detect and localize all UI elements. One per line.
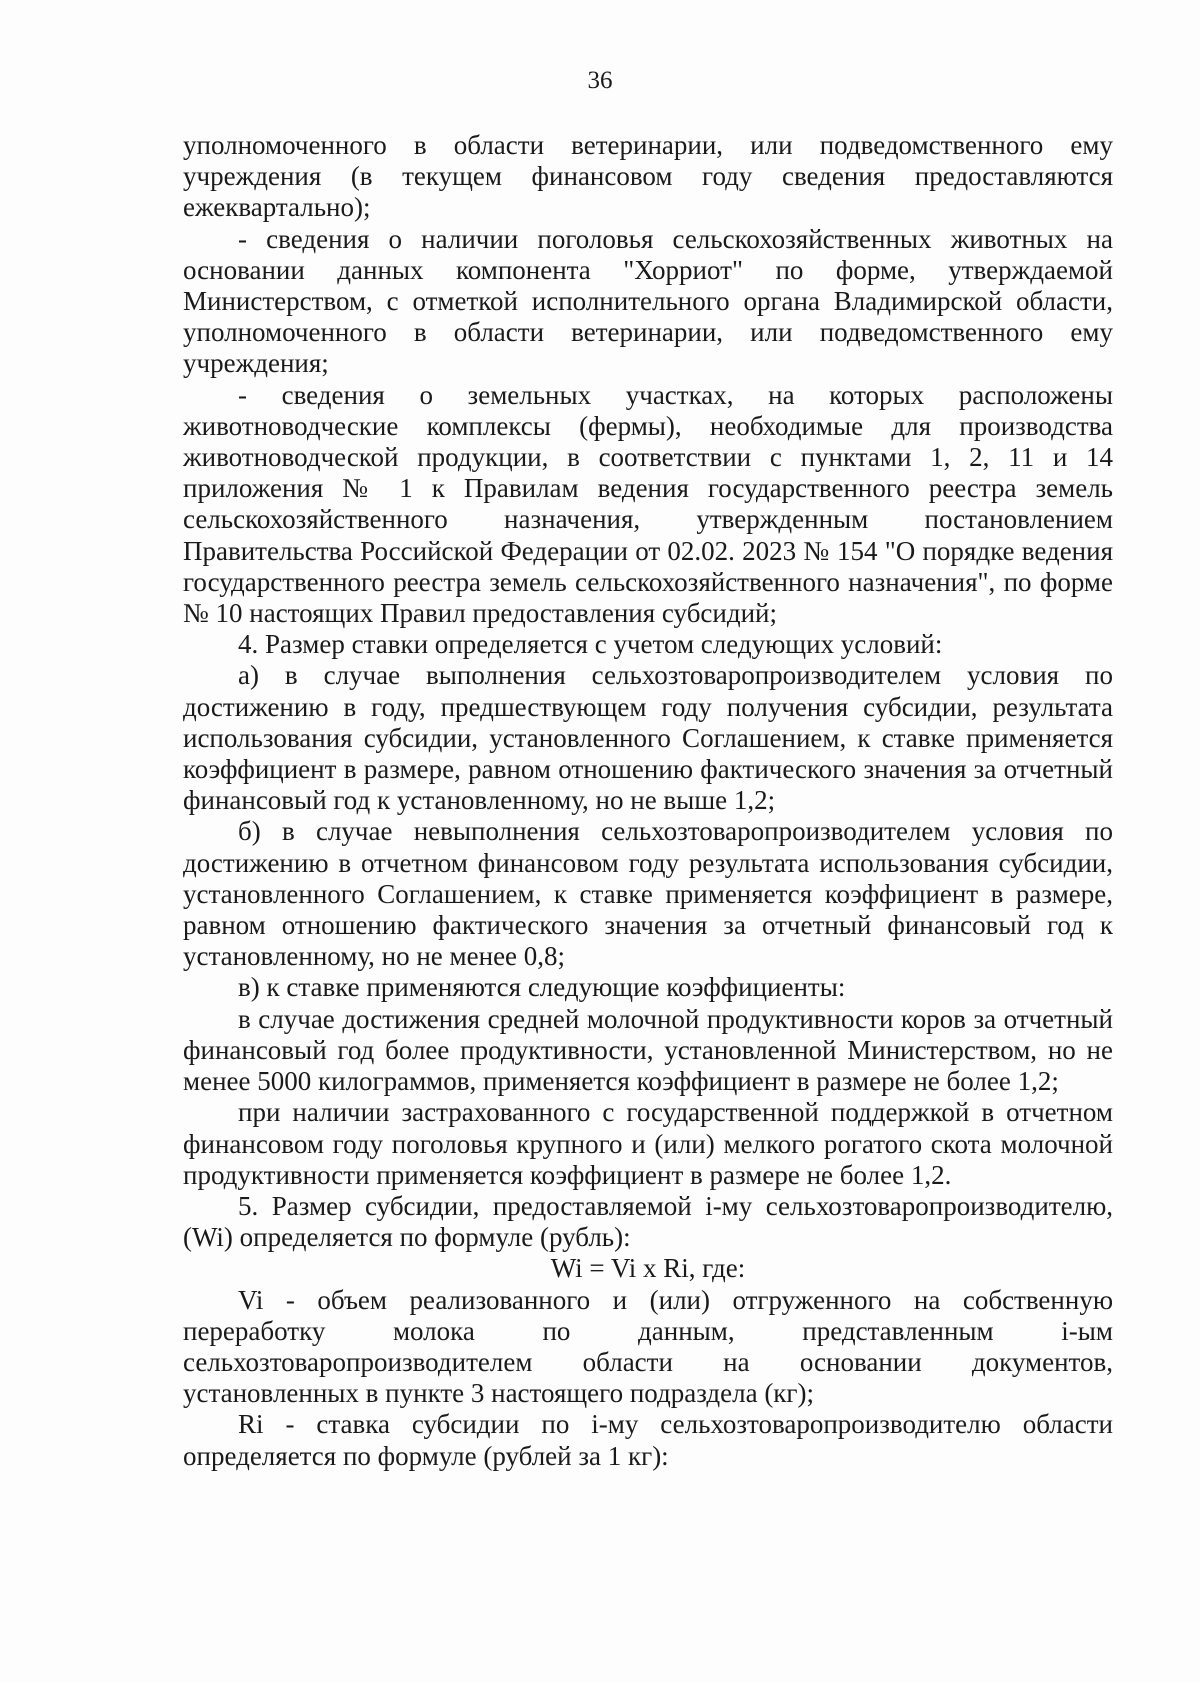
- paragraph-item-5: 5. Размер субсидии, предоставляемой i-му сельхозтоваропроизводителю, (Wi) определяется по формуле (рубль):: [183, 1190, 1113, 1253]
- document-body: [183, 130, 1113, 1472]
- paragraph-vi-definition: Vi - объем реализованного и (или) отгруженного на собственную переработку молока по данным, представленным i-ым сельхозтоваропроизводителем области на основании документов, установленных в пункте 3 настоящего подраздела (кг);: [183, 1284, 1113, 1409]
- paragraph-milk-productivity: в случае достижения средней молочной продуктивности коров за отчетный финансовый год более продуктивности, установленной Министерством, но не менее 5000 килограммов, применяется коэффициент в размере не более 1,2;: [183, 1003, 1113, 1097]
- paragraph-land-plots: - сведения о земельных участках, на которых расположены животноводческие комплексы (фермы), необходимые для производства животноводческой продукции, в соответствии с пунктами 1, 2, 11 и 14 приложения № 1 к Правилам ведения государственного реестра земель сельскохозяйственного назначения, утвержденным постановлением Правительства Российской Федерации от 02.02. 2023 № 154 "О порядке ведения государственного реестра земель сельскохозяйственного назначения", по форме № 10 настоящих Правил предоставления субсидий;: [183, 379, 1113, 629]
- paragraph-item-4b: б) в случае невыполнения сельхозтоваропроизводителем условия по достижению в отчетном финансовом году результата использования субсидии, установленного Соглашением, к ставке применяется коэффициент в размере, равном отношению фактического значения за отчетный финансовый год к установленному, но не менее 0,8;: [183, 816, 1113, 972]
- formula-line: Wi = Vi x Ri, где:: [550, 1253, 746, 1284]
- paragraph-ri-definition: Ri - ставка субсидии по i-му сельхозтоваропроизводителю области определяется по формуле (рублей за 1 кг):: [183, 1409, 1113, 1471]
- page-number: 36: [587, 67, 613, 94]
- paragraph-livestock-info: - сведения о наличии поголовья сельскохозяйственных животных на основании данных компонента "Хорриот" по форме, утверждаемой Министерством, с отметкой исполнительного органа Владимирской области, уполномоченного в области ветеринарии, или подведомственного ему учреждения;: [183, 223, 1113, 379]
- paragraph-item-4: 4. Размер ставки определяется с учетом следующих условий:: [238, 629, 943, 660]
- paragraph-item-4a: а) в случае выполнения сельхозтоваропроизводителем условия по достижению в году, предшествующем году получения субсидии, результата использования субсидии, установленного Соглашением, к ставке применяется коэффициент в размере, равном отношению фактического значения за отчетный финансовый год к установленному, но не выше 1,2;: [183, 660, 1113, 816]
- paragraph-item-4v: в) к ставке применяются следующие коэффициенты:: [238, 972, 846, 1003]
- paragraph-continuation: уполномоченного в области ветеринарии, или подведомственного ему учреждения (в текущем финансовом году сведения предоставляются ежеквартально);: [183, 130, 1113, 223]
- paragraph-insured-livestock: при наличии застрахованного с государственной поддержкой в отчетном финансовом году поголовья крупного и (или) мелкого рогатого скота молочной продуктивности применяется коэффициент в размере не более 1,2.: [183, 1097, 1113, 1190]
